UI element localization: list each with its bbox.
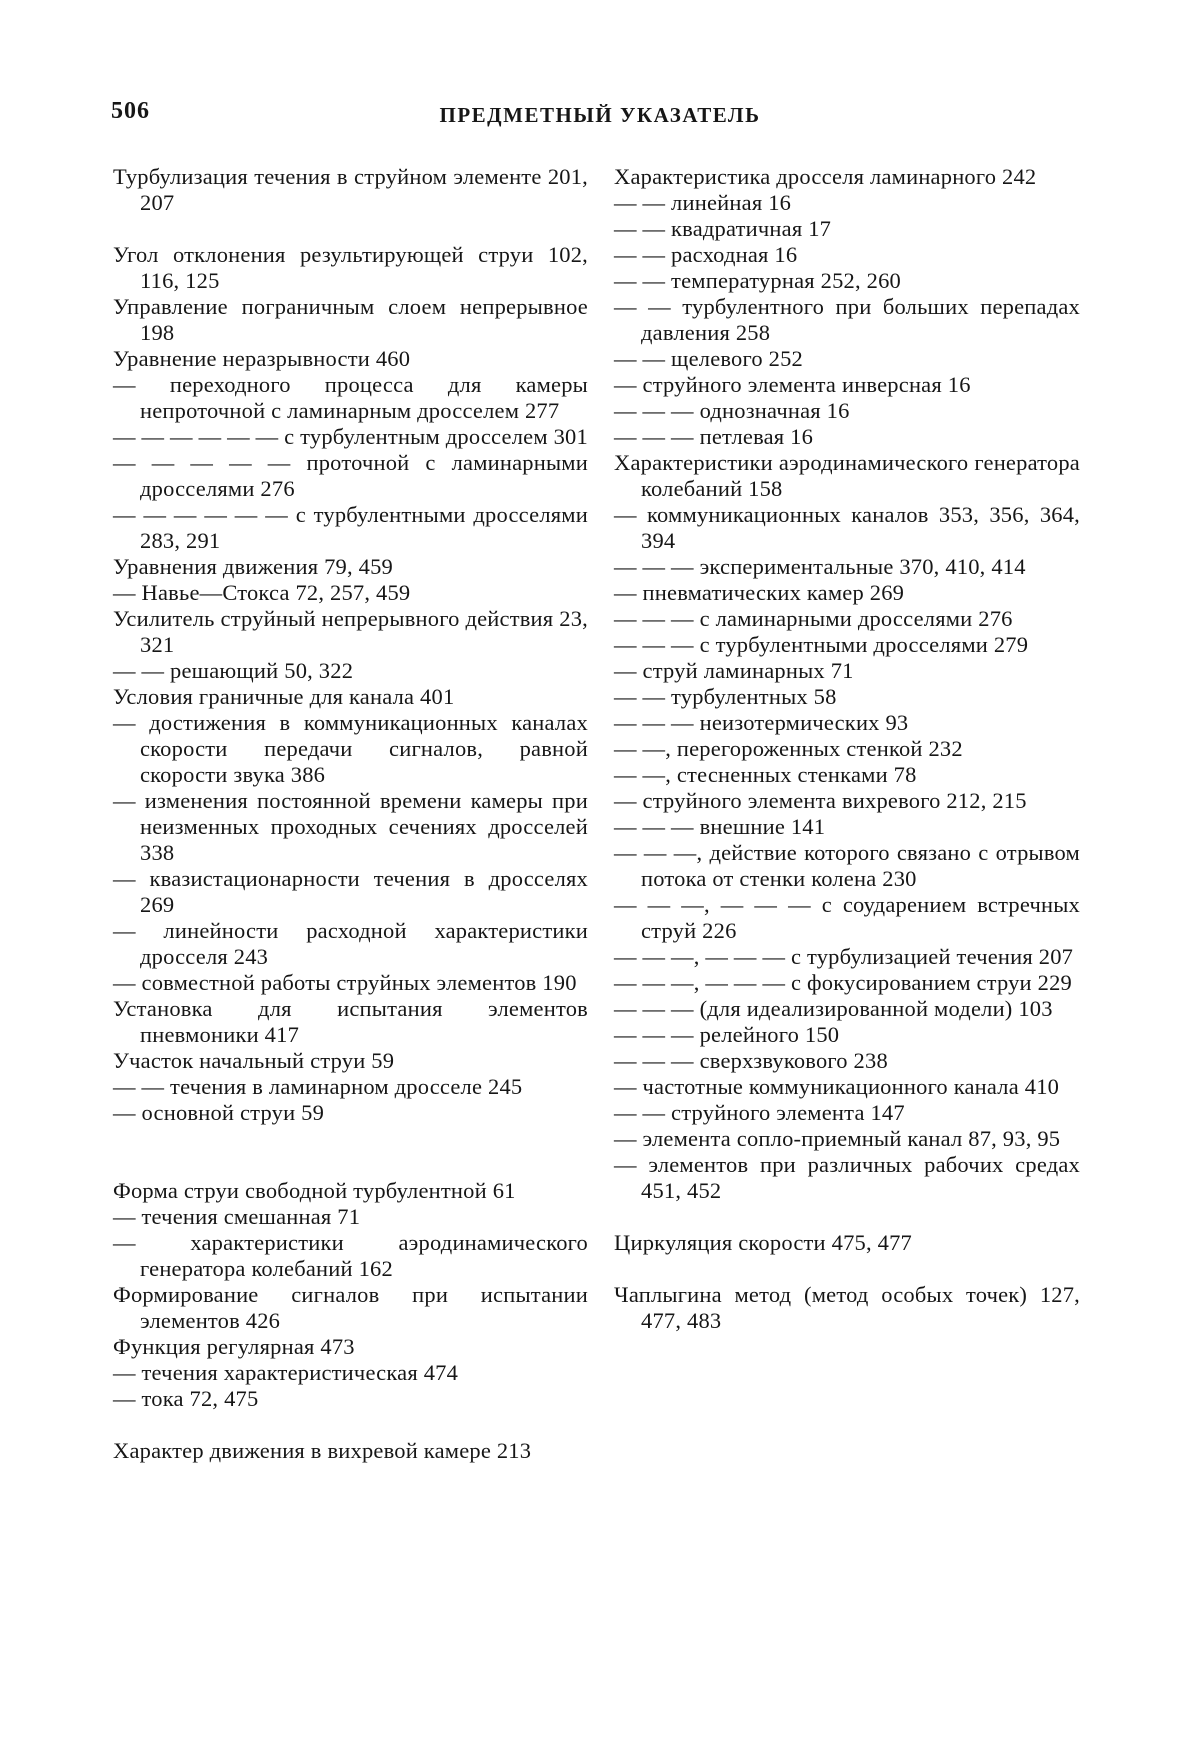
index-entry: Усилитель струйный непрерывного действия 23, 321 bbox=[113, 606, 588, 657]
index-column-right bbox=[614, 164, 1080, 1334]
index-entry: — — — — — — с турбулентными дросселями 283, 291 bbox=[113, 502, 588, 553]
index-entry: — частотные коммуникационного канала 410 bbox=[614, 1074, 1060, 1099]
index-entry: — — решающий 50, 322 bbox=[113, 658, 354, 683]
index-entry: — основной струи 59 bbox=[113, 1100, 325, 1125]
index-entry: — — — петлевая 16 bbox=[614, 424, 814, 449]
index-entry: — —, перегороженных стенкой 232 bbox=[614, 736, 963, 761]
index-entry: Формирование сигналов при испытании элементов 426 bbox=[113, 1282, 588, 1333]
index-entry: Форма струи свободной турбулентной 61 bbox=[113, 1178, 516, 1203]
index-entry: Участок начальный струи 59 bbox=[113, 1048, 395, 1073]
index-entry: — переходного процесса для камеры непроточной с ламинарным дросселем 277 bbox=[113, 372, 588, 423]
index-entry: — пневматических камер 269 bbox=[614, 580, 905, 605]
index-entry: — — —, — — — с фокусированием струи 229 bbox=[614, 970, 1072, 995]
index-entry: — изменения постоянной времени камеры при неизменных проходных сечениях дросселей 338 bbox=[113, 788, 588, 865]
index-entry: Характер движения в вихревой камере 213 bbox=[113, 1438, 532, 1463]
index-entry: — — линейная 16 bbox=[614, 190, 792, 215]
index-entry: — тока 72, 475 bbox=[113, 1386, 259, 1411]
index-entry: — течения смешанная 71 bbox=[113, 1204, 361, 1229]
index-entry: — коммуникационных каналов 353, 356, 364, 394 bbox=[614, 502, 1080, 553]
index-entry: Чаплыгина метод (метод особых точек) 127, 477, 483 bbox=[614, 1282, 1080, 1333]
index-entry: — струй ламинарных 71 bbox=[614, 658, 854, 683]
index-entry: — — — неизотермических 93 bbox=[614, 710, 909, 735]
index-entry: — — —, действие которого связано с отрывом потока от стенки колена 230 bbox=[614, 840, 1080, 891]
index-entry: — — турбулентного при больших перепадах давления 258 bbox=[614, 294, 1080, 345]
index-entry: — — — — — проточной с ламинарными дросселями 276 bbox=[113, 450, 588, 501]
index-entry: — — —, — — — с турбулизацией течения 207 bbox=[614, 944, 1074, 969]
index-entry: — достижения в коммуникационных каналах скорости передачи сигналов, равной скорости звука 386 bbox=[113, 710, 588, 787]
index-entry: — — — релейного 150 bbox=[614, 1022, 840, 1047]
index-entry: Установка для испытания элементов пневмоники 417 bbox=[113, 996, 588, 1047]
index-entry: — — — внешние 141 bbox=[614, 814, 826, 839]
index-entry: Циркуляция скорости 475, 477 bbox=[614, 1230, 912, 1255]
index-entry: — — — сверхзвукового 238 bbox=[614, 1048, 888, 1073]
index-entry: Функция регулярная 473 bbox=[113, 1334, 355, 1359]
running-head: ПРЕДМЕТНЫЙ УКАЗАТЕЛЬ bbox=[439, 103, 761, 127]
index-entry: — струйного элемента инверсная 16 bbox=[614, 372, 971, 397]
index-entry: — — —, — — — с соударением встречных струй 226 bbox=[614, 892, 1080, 943]
index-entry: — — расходная 16 bbox=[614, 242, 798, 267]
index-entry: — — — экспериментальные 370, 410, 414 bbox=[614, 554, 1026, 579]
index-entry: — —, стесненных стенками 78 bbox=[614, 762, 917, 787]
index-entry: — — струйного элемента 147 bbox=[614, 1100, 905, 1125]
index-entry: — струйного элемента вихревого 212, 215 bbox=[614, 788, 1027, 813]
index-entry: — — течения в ламинарном дросселе 245 bbox=[113, 1074, 523, 1099]
index-entry: — элемента сопло-приемный канал 87, 93, 95 bbox=[614, 1126, 1061, 1151]
index-entry: Управление пограничным слоем непрерывное 198 bbox=[113, 294, 588, 345]
index-entry: — — — однозначная 16 bbox=[614, 398, 850, 423]
index-entry: — — — с турбулентными дросселями 279 bbox=[614, 632, 1029, 657]
index-entry: — квазистационарности течения в дросселях 269 bbox=[113, 866, 588, 917]
index-entry: — элементов при различных рабочих средах 451, 452 bbox=[614, 1152, 1080, 1203]
index-entry: — течения характеристическая 474 bbox=[113, 1360, 459, 1385]
index-entry: Уравнения движения 79, 459 bbox=[113, 554, 394, 579]
index-entry: — — турбулентных 58 bbox=[614, 684, 837, 709]
index-entry: — — — (для идеализированной модели) 103 bbox=[614, 996, 1053, 1021]
index-entry: — — щелевого 252 bbox=[614, 346, 803, 371]
index-entry: — — температурная 252, 260 bbox=[614, 268, 901, 293]
index-entry: — характеристики аэродинамического генератора колебаний 162 bbox=[113, 1230, 588, 1281]
index-column-left bbox=[113, 164, 588, 1464]
index-entry: Уравнение неразрывности 460 bbox=[113, 346, 411, 371]
page-number: 506 bbox=[111, 98, 150, 124]
index-entry: Характеристика дросселя ламинарного 242 bbox=[614, 164, 1037, 189]
index-entry: Турбулизация течения в струйном элементе 201, 207 bbox=[113, 164, 588, 215]
index-entry: — Навье—Стокса 72, 257, 459 bbox=[113, 580, 411, 605]
index-entry: — — — — — — с турбулентным дросселем 301 bbox=[113, 424, 588, 449]
index-entry: — — квадратичная 17 bbox=[614, 216, 832, 241]
index-entry: Угол отклонения результирующей струи 102, 116, 125 bbox=[113, 242, 588, 293]
index-entry: — совместной работы струйных элементов 190 bbox=[113, 970, 577, 995]
index-entry: — — — с ламинарными дросселями 276 bbox=[614, 606, 1013, 631]
index-entry: — линейности расходной характеристики дросселя 243 bbox=[113, 918, 588, 969]
index-entry: Условия граничные для канала 401 bbox=[113, 684, 455, 709]
index-entry: Характеристики аэродинамического генератора колебаний 158 bbox=[614, 450, 1080, 501]
